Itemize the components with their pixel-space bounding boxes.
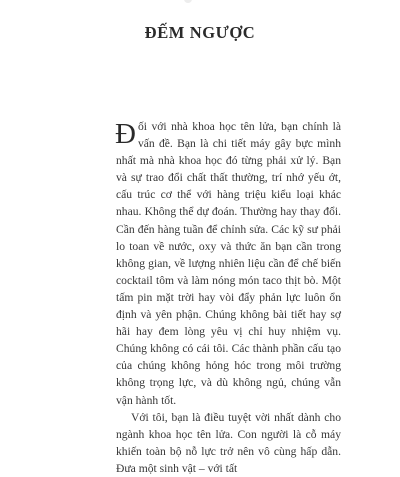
paragraph-2	[116, 409, 341, 477]
page-tab-marker	[184, 0, 192, 3]
paragraph-1-text: ối với nhà khoa học tên lửa, bạn chính là vấn đề. Bạn là chi tiết máy gây bực mình nhất mà nhà khoa học đó từng phải xử lý. Bạn và sự trao đổi chất thất thường, trí nhớ yếu ớt, cấu trúc cơ thể với hàng triệu kiểu loại khác nhau. Không thể dự đoán. Thường hay thay đổi. Cần đến hàng tuần để chỉnh sửa. Các kỹ sư phải lo toan về nước, oxy và thức ăn bạn cần trong không gian, về lượng nhiên liệu cần để chế biến cocktail tôm và làm nóng món taco thịt bò. Một tấm pin mặt trời hay vòi đẩy phản lực luôn ổn định và yên phận. Chúng không bài tiết hay sợ hãi hay đem lòng yêu vị chỉ huy nhiệm vụ. Chúng không có cái tôi. Các thành phần cấu tạo của chúng không hỏng hóc trong môi trường không trọng lực, và dù không ngủ, chúng vẫn vận hành tốt.	[116, 120, 341, 407]
paragraph-2-text: Với tôi, bạn là điều tuyệt vời nhất dành cho ngành khoa học tên lửa. Con người là cỗ máy khiến toàn bộ nỗ lực trở nên vô cùng hấp dẫn. Đưa một sinh vật – với tất	[116, 410, 341, 475]
body-text	[116, 118, 341, 477]
paragraph-1	[116, 118, 341, 409]
chapter-title: ĐẾM NGƯỢC	[144, 23, 256, 42]
drop-cap: Đ	[115, 118, 136, 150]
